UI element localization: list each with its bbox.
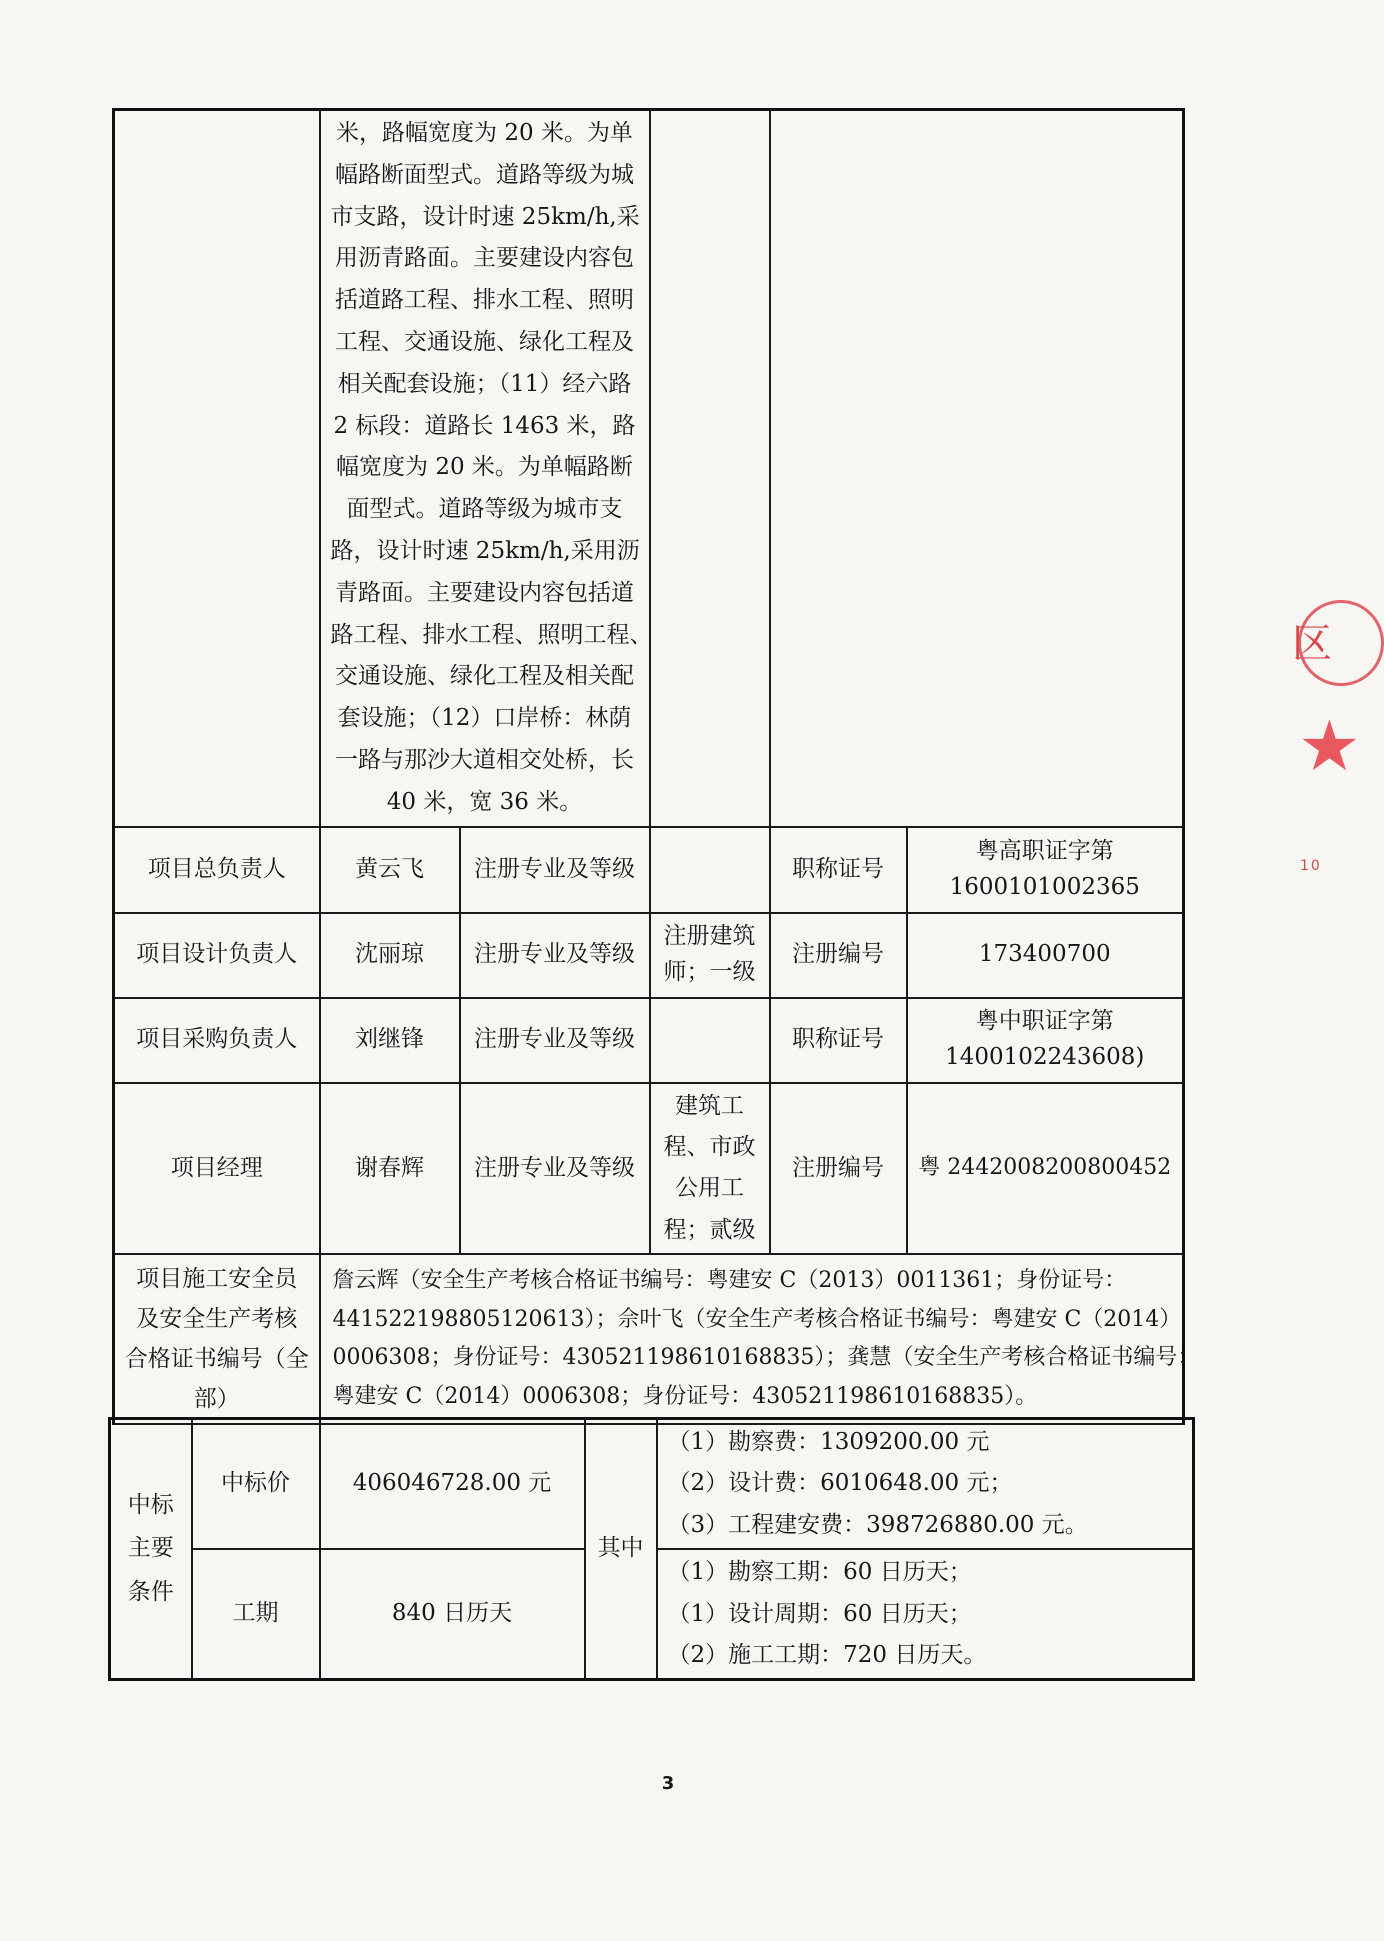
cert-line: 粤中职证字第 [975,1008,1114,1035]
description-line: 2 标段：道路长 1463 米，路 [333,412,636,439]
red-seal-stamp [1288,600,1361,890]
staff-qual-label: 注册专业及等级 [460,913,650,998]
price-label: 中标价 [192,1419,320,1550]
staff-role: 项目经理 [114,1083,320,1255]
period-item: （1）设计周期：60 日历天； [667,1600,972,1627]
staff-row-procurement [114,998,1184,1083]
description-line: 40 米，宽 36 米。 [386,788,583,815]
staff-name: 沈丽琼 [320,913,460,998]
description-line: 套设施；（12）口岸桥：林荫 [337,705,632,732]
winning-conditions-table [108,1417,1195,1681]
safety-line: 粤建安 C（2014）0006308；身份证号：430521198610168835）。 [332,1383,1038,1409]
safety-label-line: 及安全生产考核 [136,1305,298,1332]
qual-line: 公用工 [675,1175,744,1202]
description-left-blank [114,110,320,827]
description-line: 幅宽度为 20 米。为单幅路断 [336,454,633,481]
page-number: 3 [661,1773,675,1794]
staff-qual-label: 注册专业及等级 [460,1083,650,1255]
safety-label-line: 项目施工安全员 [136,1265,298,1292]
staff-cert-value: 粤 2442008200800452 [907,1083,1184,1255]
project-info-table [112,108,1200,1425]
qual-line: 师；一级 [663,959,756,986]
period-item: （2）施工工期：720 日历天。 [667,1641,987,1668]
staff-cert-label: 职称证号 [770,998,907,1083]
price-item: （1）勘察费：1309200.00 元 [667,1429,990,1455]
description-line: 路工程、排水工程、照明工程、 [330,621,653,648]
staff-cert-value: 173400700 [907,913,1184,998]
price-item: （2）设计费：6010648.00 元； [667,1470,1013,1497]
price-value: 406046728.00 元 [320,1419,585,1550]
description-line: 米，路幅宽度为 20 米。为单 [336,120,633,146]
cert-line: 1400102243608) [945,1044,1145,1071]
safety-label-line: 部） [193,1386,240,1413]
seal-star-icon: ★ [1298,705,1361,787]
price-breakdown [657,1419,1194,1550]
staff-qual-value [650,998,770,1083]
description-cell [320,110,653,827]
staff-row-chief [114,827,1184,913]
main-label-line: 条件 [127,1579,174,1606]
staff-name: 刘继锋 [320,998,460,1083]
description-line: 一路与那沙大道相交处桥，长 [335,746,634,773]
description-line: 工程、交通设施、绿化工程及 [335,328,634,355]
seal-character: 区 [1292,621,1332,667]
safety-content [320,1254,1200,1424]
period-label: 工期 [192,1549,320,1680]
main-label-line: 中标 [127,1491,174,1518]
price-item: （3）工程建安费：398726880.00 元。 [667,1511,1088,1538]
seal-number: 10 [1300,858,1322,874]
period-breakdown [657,1549,1194,1680]
description-line: 面型式。道路等级为城市支 [346,496,623,523]
staff-cert-value [907,998,1184,1083]
staff-role: 项目总负责人 [114,827,320,913]
staff-qual-value [650,913,770,998]
of-which-label: 其中 [585,1419,657,1680]
description-line: 路，设计时速 25km/h,采用沥 [330,537,640,564]
staff-role: 项目采购负责人 [114,998,320,1083]
qual-line: 程、市政 [663,1133,756,1160]
staff-cert-label: 注册编号 [770,913,907,998]
safety-line: 441522198805120613）；佘叶飞（安全生产考核合格证书编号：粤建安 C（2014） [332,1306,1182,1332]
cert-line: 粤高职证字第 [975,837,1114,864]
description-line: 相关配套设施；（11）经六路 [337,370,632,397]
description-mid-blank [650,110,770,827]
description-line: 幅路断面型式。道路等级为城 [335,161,634,188]
staff-role: 项目设计负责人 [114,913,320,998]
qual-line: 程；贰级 [663,1216,756,1243]
staff-cert-label: 职称证号 [770,827,907,913]
qual-line: 注册建筑 [663,923,756,950]
staff-qual-value [650,827,770,913]
staff-name: 黄云飞 [320,827,460,913]
safety-label-line: 合格证书编号（全 [124,1346,309,1373]
description-line: 交通设施、绿化工程及相关配 [335,663,634,690]
staff-qual-label: 注册专业及等级 [460,827,650,913]
safety-line: 0006308；身份证号：430521198610168835）；龚慧（安全生产考核合格证书编号： [332,1345,1200,1371]
period-value: 840 日历天 [320,1549,585,1680]
staff-row-design [114,913,1184,998]
description-row [114,110,1184,827]
staff-qual-label: 注册专业及等级 [460,998,650,1083]
staff-cert-label: 注册编号 [770,1083,907,1255]
description-line: 括道路工程、排水工程、照明 [335,287,634,314]
description-line: 用沥青路面。主要建设内容包 [335,245,634,272]
description-right-blank [770,110,1184,827]
staff-name: 谢春辉 [320,1083,460,1255]
safety-row [114,1254,1184,1424]
description-line: 青路面。主要建设内容包括道 [335,579,634,606]
qual-line: 建筑工 [675,1092,744,1119]
safety-line: 詹云辉（安全生产考核合格证书编号：粤建安 C（2013）0011361；身份证号： [332,1268,1127,1294]
description-line: 市支路，设计时速 25km/h,采 [330,203,640,230]
staff-cert-value [907,827,1184,913]
staff-qual-value [650,1083,770,1255]
price-row [110,1419,1194,1550]
cert-line: 1600101002365 [949,873,1140,900]
staff-row-manager [114,1083,1184,1255]
safety-label [114,1254,320,1424]
main-label-line: 主要 [127,1535,174,1562]
main-conditions-label [110,1419,192,1680]
period-item: （1）勘察工期：60 日历天； [667,1559,972,1586]
